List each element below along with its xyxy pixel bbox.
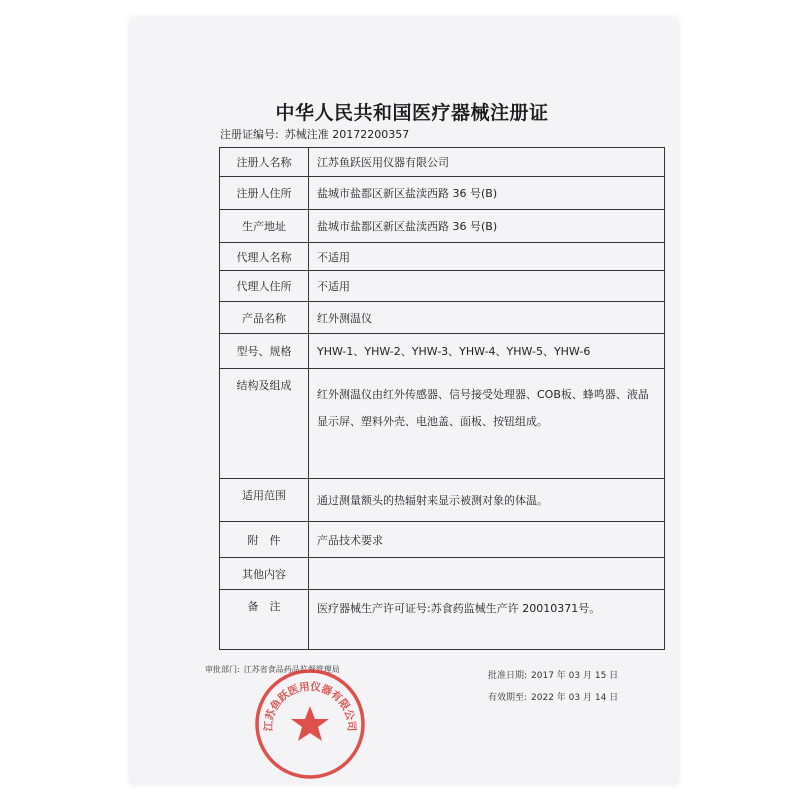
approval-date-label: 批准日期: xyxy=(488,671,528,681)
table-row xyxy=(220,243,665,271)
row-value xyxy=(309,558,665,590)
row-value: 盐城市盐都区新区盐渎西路 36 号(B) xyxy=(309,177,665,210)
registration-table xyxy=(219,147,665,650)
table-row xyxy=(220,369,665,479)
row-label: 备 注 xyxy=(220,590,309,650)
document-title: 中华人民共和国医疗器械注册证 xyxy=(275,102,549,124)
row-label: 型号、规格 xyxy=(220,334,309,369)
row-value: 产品技术要求 xyxy=(309,522,665,558)
star-icon xyxy=(291,706,329,741)
row-value: 通过测量额头的热辐射来显示被测对象的体温。 xyxy=(309,479,665,522)
table-row xyxy=(220,271,665,302)
valid-until-value: 2022 年 03 月 14 日 xyxy=(531,693,619,703)
table-row xyxy=(220,479,665,522)
row-value: 不适用 xyxy=(309,271,665,302)
approval-date-value: 2017 年 03 月 15 日 xyxy=(531,671,619,681)
row-label: 注册人名称 xyxy=(220,148,309,177)
row-value: 江苏鱼跃医用仪器有限公司 xyxy=(309,148,665,177)
row-value: 医疗器械生产许可证号:苏食药监械生产许 20010371号。 xyxy=(309,590,665,650)
valid-until-date xyxy=(488,687,622,709)
seal-text-path: 江苏鱼跃医用仪器有限公司 xyxy=(262,680,358,732)
row-label: 附 件 xyxy=(220,522,309,558)
row-label: 适用范围 xyxy=(220,479,309,522)
registration-number-label: 注册证编号: xyxy=(220,128,279,141)
row-label: 代理人住所 xyxy=(220,271,309,302)
table-row xyxy=(220,334,665,369)
approval-date xyxy=(488,665,622,687)
row-label: 其他内容 xyxy=(220,558,309,590)
table-row xyxy=(220,210,665,243)
dates-block xyxy=(488,665,622,709)
table-row xyxy=(220,558,665,590)
issuer-value: 江苏省食品药品监督管理局 xyxy=(243,665,340,674)
row-label: 注册人住所 xyxy=(220,177,309,210)
row-value: 红外测温仪 xyxy=(309,302,665,334)
row-label: 结构及组成 xyxy=(220,369,309,479)
row-label: 产品名称 xyxy=(220,302,309,334)
table-row xyxy=(220,590,665,650)
row-value: 盐城市盐都区新区盐渎西路 36 号(B) xyxy=(309,210,665,243)
company-seal xyxy=(252,666,368,782)
row-value: 不适用 xyxy=(309,243,665,271)
row-value: YHW-1、YHW-2、YHW-3、YHW-4、YHW-5、YHW-6 xyxy=(309,334,665,369)
table-row xyxy=(220,148,665,177)
certificate-page xyxy=(130,18,678,784)
table-row xyxy=(220,302,665,334)
table-row xyxy=(220,522,665,558)
registration-number xyxy=(220,126,415,142)
registration-number-value: 苏械注准 20172200357 xyxy=(284,128,410,141)
valid-until-label: 有效期至: xyxy=(488,693,528,703)
issuer-label: 审批部门: xyxy=(205,665,240,674)
row-label: 代理人名称 xyxy=(220,243,309,271)
row-value: 红外测温仪由红外传感器、信号接受处理器、COB板、蜂鸣器、液晶显示屏、塑料外壳、电池盖、面板、按钮组成。 xyxy=(309,369,665,479)
table-row xyxy=(220,177,665,210)
row-label: 生产地址 xyxy=(220,210,309,243)
